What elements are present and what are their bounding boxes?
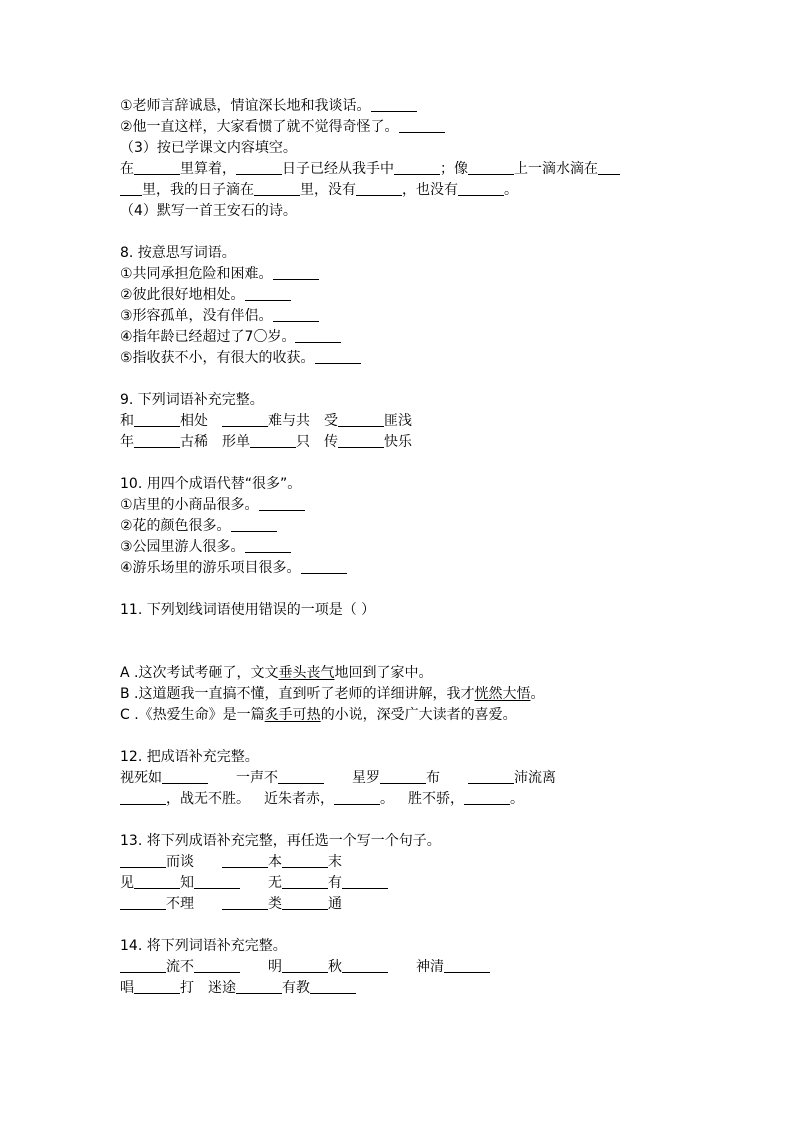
underlined-word: 恍然大悟 [474, 686, 531, 702]
q11-title: 11. 下列划线词语使用错误的一项是（ ） [120, 602, 376, 618]
text: 的小说，深受广大读者的喜爱。 [320, 707, 517, 723]
q13-row-3 [120, 894, 720, 915]
answer-blank[interactable] [236, 979, 282, 994]
answer-blank[interactable] [222, 895, 268, 910]
text: 不理 [166, 896, 194, 912]
text: 日子已经从我手中 [282, 161, 394, 177]
text: 流不 [166, 959, 194, 975]
q7-line-1 [120, 96, 720, 117]
text: A .这次考试考砸了，文文 [120, 665, 279, 681]
q14-title: 14. 将下列词语补充完整。 [120, 938, 287, 954]
text: C .《热爱生命》是一篇 [120, 707, 265, 723]
answer-blank[interactable] [310, 979, 356, 994]
q10-title: 10. 用四个成语代替“很多”。 [120, 476, 302, 492]
q13-row-2 [120, 873, 720, 894]
q11-option-a[interactable] [120, 663, 720, 684]
text: 末 [328, 854, 342, 870]
text: 里，没有 [300, 182, 356, 198]
q7-line-2 [120, 117, 720, 138]
answer-blank[interactable] [254, 181, 300, 196]
text: 近朱者赤， [264, 791, 334, 807]
q7-sentence-1: ①老师言辞诚恳，情谊深长地和我谈话。 [120, 98, 371, 114]
answer-blank[interactable] [342, 874, 388, 889]
answer-blank[interactable] [282, 853, 328, 868]
text: 一声不 [236, 770, 278, 786]
text: 上一滴水滴在 [514, 161, 598, 177]
answer-blank[interactable] [444, 958, 490, 973]
answer-blank[interactable] [231, 517, 277, 532]
q7-subheading-4: （4）默写一首王安石的诗。 [120, 203, 297, 219]
answer-blank[interactable] [380, 769, 426, 784]
underlined-word: 垂头丧气 [278, 665, 335, 681]
answer-blank[interactable] [134, 874, 180, 889]
text: 只 [296, 434, 310, 450]
text: 。 [510, 791, 524, 807]
answer-blank[interactable] [301, 559, 347, 574]
text: 胜不骄， [408, 791, 464, 807]
answer-blank[interactable] [222, 853, 268, 868]
text: ③形容孤单，没有伴侣。 [120, 308, 273, 324]
text: 地回到了家中。 [334, 665, 433, 681]
text: B .这道题我一直搞不懂，直到听了老师的详细讲解，我才 [120, 686, 475, 702]
q7-sentence-2: ②他一直这样，大家看惯了就不觉得奇怪了。 [120, 119, 399, 135]
text: 里，我的日子滴在 [142, 182, 254, 198]
answer-blank[interactable] [356, 181, 402, 196]
text: ③公园里游人很多。 [120, 539, 245, 555]
text: 秋 [328, 959, 342, 975]
answer-blank[interactable] [295, 328, 341, 343]
answer-blank[interactable] [464, 790, 510, 805]
answer-blank[interactable] [245, 286, 291, 301]
answer-blank[interactable] [468, 160, 514, 175]
text: ②花的颜色很多。 [120, 518, 231, 534]
q14-row-2 [120, 978, 720, 999]
answer-blank[interactable] [162, 769, 208, 784]
text: 而谈 [166, 854, 194, 870]
worksheet-page [120, 96, 720, 999]
q9-title: 9. 下列词语补充完整。 [120, 392, 264, 408]
answer-blank[interactable] [468, 769, 514, 784]
answer-blank[interactable] [120, 853, 166, 868]
q13-title: 13. 将下列成语补充完整，再任选一个写一个句子。 [120, 833, 441, 849]
answer-blank[interactable] [120, 790, 166, 805]
answer-blank[interactable] [399, 118, 445, 133]
answer-blank[interactable] [282, 874, 328, 889]
answer-blank[interactable] [222, 412, 268, 427]
text: 。 [530, 686, 545, 702]
text: 神清 [416, 959, 444, 975]
answer-blank[interactable] [278, 769, 324, 784]
answer-blank[interactable] [338, 412, 384, 427]
text: 年 [120, 434, 134, 450]
q9-row-1 [120, 411, 720, 432]
answer-blank[interactable] [120, 181, 142, 196]
answer-blank[interactable] [371, 97, 417, 112]
answer-blank[interactable] [194, 874, 240, 889]
text: ；像 [440, 161, 468, 177]
text: 通 [328, 896, 342, 912]
q7-subheading-3: （3）按已学课文内容填空。 [120, 140, 297, 156]
q10-item [120, 558, 720, 579]
answer-blank[interactable] [334, 790, 380, 805]
answer-blank[interactable] [134, 160, 180, 175]
answer-blank[interactable] [273, 265, 319, 280]
answer-blank[interactable] [394, 160, 440, 175]
text: 在 [120, 161, 134, 177]
answer-blank[interactable] [458, 181, 504, 196]
answer-blank[interactable] [120, 895, 166, 910]
text: 星罗 [352, 770, 380, 786]
answer-blank[interactable] [282, 958, 328, 973]
text: 唱 [120, 980, 134, 996]
text: 打 [180, 980, 194, 996]
text: ①店里的小商品很多。 [120, 497, 259, 513]
answer-blank[interactable] [245, 538, 291, 553]
text: 相处 [180, 413, 208, 429]
text: 见 [120, 875, 134, 891]
q12-title: 12. 把成语补充完整。 [120, 749, 259, 765]
q8-item [120, 348, 720, 369]
text: 无 [268, 875, 282, 891]
text: 有教 [282, 980, 310, 996]
text: 匪浅 [384, 413, 412, 429]
text: 迷途 [208, 980, 236, 996]
q7-fill-line-2 [120, 180, 720, 201]
q10-item [120, 537, 720, 558]
q8-item [120, 306, 720, 327]
q11-option-b[interactable] [120, 684, 720, 705]
q13-row-1 [120, 852, 720, 873]
q7-fill-line-1 [120, 159, 720, 180]
text: ⑤指收获不小，有很大的收获。 [120, 350, 315, 366]
answer-blank[interactable] [120, 958, 166, 973]
text: 本 [268, 854, 282, 870]
text: 沛流离 [514, 770, 556, 786]
answer-blank[interactable] [134, 433, 180, 448]
text: ②彼此很好地相处。 [120, 287, 245, 303]
answer-blank[interactable] [338, 433, 384, 448]
text: 里算着， [180, 161, 236, 177]
q14-row-1 [120, 957, 720, 978]
q11-option-c[interactable] [120, 705, 720, 726]
text: 。 [380, 791, 394, 807]
text: 快乐 [384, 434, 412, 450]
text: 古稀 [180, 434, 208, 450]
text: ①共同承担危险和困难。 [120, 266, 273, 282]
text: 。 [504, 182, 518, 198]
text: ④游乐场里的游乐项目很多。 [120, 560, 301, 576]
text: 形单 [222, 434, 250, 450]
text: ，也没有 [402, 182, 458, 198]
answer-blank[interactable] [134, 979, 180, 994]
answer-blank[interactable] [282, 895, 328, 910]
q8-item [120, 327, 720, 348]
q12-row-2 [120, 789, 720, 810]
q8-item [120, 264, 720, 285]
q8-title: 8. 按意思写词语。 [120, 245, 236, 261]
text: 视死如 [120, 770, 162, 786]
answer-blank[interactable] [598, 160, 620, 175]
text: 传 [324, 434, 338, 450]
text: 有 [328, 875, 342, 891]
underlined-word: 炙手可热 [264, 707, 321, 723]
text: 布 [426, 770, 440, 786]
text: ④指年龄已经超过了7〇岁。 [120, 329, 296, 345]
answer-blank[interactable] [236, 160, 282, 175]
q10-item [120, 516, 720, 537]
q12-row-1 [120, 768, 720, 789]
answer-blank[interactable] [134, 412, 180, 427]
answer-blank[interactable] [315, 349, 361, 364]
q8-item [120, 285, 720, 306]
text: 受 [324, 413, 338, 429]
answer-blank[interactable] [259, 496, 305, 511]
text: 难与共 [268, 413, 310, 429]
answer-blank[interactable] [250, 433, 296, 448]
text: 明 [268, 959, 282, 975]
text: 类 [268, 896, 282, 912]
text: 和 [120, 413, 134, 429]
q10-item [120, 495, 720, 516]
q9-row-2 [120, 432, 720, 453]
answer-blank[interactable] [194, 958, 240, 973]
text: 知 [180, 875, 194, 891]
answer-blank[interactable] [342, 958, 388, 973]
answer-blank[interactable] [273, 307, 319, 322]
text: ，战无不胜。 [166, 791, 250, 807]
